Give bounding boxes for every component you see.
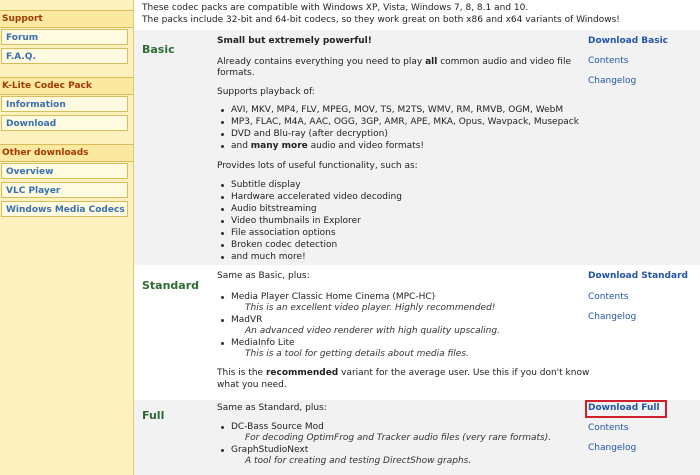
standard-item-note: This is a tool for getting details about media files. — [245, 349, 469, 359]
standard-item-note: An advanced video renderer with high quality upscaling. — [245, 326, 500, 336]
standard-item: MediaInfo Lite — [231, 338, 295, 348]
standard-item: Media Player Classic Home Cinema (MPC-HC) — [231, 292, 436, 302]
standard-recommendation-2: what you need. — [217, 380, 287, 390]
section-basic — [134, 30, 700, 265]
full-item-note: For decoding OptimFrog and Tracker audio files (very rare formats). — [245, 433, 552, 443]
sidebar-item-vlc-player[interactable]: VLC Player — [1, 182, 128, 198]
rec-bold: recommended — [265, 368, 339, 378]
sidebar-item-faq[interactable]: F.A.Q. — [1, 48, 128, 64]
basic-feature-item: Video thumbnails in Explorer — [231, 216, 361, 226]
standard-item-note: This is an excellent video player. Highly recommended! — [245, 303, 496, 313]
section-title-full: Full — [142, 409, 165, 422]
sidebar-item-overview[interactable]: Overview — [1, 163, 128, 179]
sidebar-header-other: Other downloads — [0, 144, 133, 162]
basic-desc-part: Already contains everything you need to play — [217, 57, 426, 67]
download-standard-link[interactable]: Download Standard — [588, 271, 688, 281]
full-item-note: A tool for creating and testing DirectShow graphs. — [245, 456, 472, 466]
full-item: GraphStudioNext — [231, 445, 309, 455]
more-part: and — [231, 141, 251, 151]
more-bold: many more — [250, 141, 308, 151]
sidebar — [0, 0, 134, 475]
basic-format-item-more — [231, 141, 424, 151]
section-full — [134, 400, 700, 475]
basic-feature-item: Broken codec detection — [231, 240, 338, 250]
basic-description-2: formats. — [217, 68, 255, 78]
basic-format-item: DVD and Blu-ray (after decryption) — [231, 129, 388, 139]
basic-desc-part: common audio and video file — [437, 57, 571, 67]
sidebar-item-windows-media-codecs[interactable]: Windows Media Codecs — [1, 201, 128, 217]
sidebar-item-forum[interactable]: Forum — [1, 29, 128, 45]
rec-part: This is the — [217, 368, 266, 378]
basic-feature-item: Subtitle display — [231, 180, 301, 190]
basic-format-item: AVI, MKV, MP4, FLV, MPEG, MOV, TS, M2TS, WMV, RM, RMVB, OGM, WebM — [231, 105, 564, 115]
sidebar-item-information[interactable]: Information — [1, 96, 128, 112]
section-title-basic: Basic — [142, 43, 175, 56]
full-contents-link[interactable]: Contents — [588, 423, 629, 433]
section-standard — [134, 265, 700, 400]
intro-line-2: The packs include 32-bit and 64-bit codecs, so they work great on both x86 and x64 variants of Windows! — [142, 15, 620, 25]
sidebar-header-support: Support — [0, 10, 133, 28]
basic-headline: Small but extremely powerful! — [217, 36, 372, 46]
basic-changelog-link[interactable]: Changelog — [588, 76, 637, 86]
download-basic-link[interactable]: Download Basic — [588, 36, 669, 46]
rec-part: variant for the average user. Use this if you don't know — [338, 368, 590, 378]
basic-feature-item: File association options — [231, 228, 336, 238]
basic-provides-label: Provides lots of useful functionality, such as: — [217, 161, 418, 171]
standard-changelog-link[interactable]: Changelog — [588, 312, 637, 322]
sidebar-item-download[interactable]: Download — [1, 115, 128, 131]
basic-feature-item: Audio bitstreaming — [231, 204, 317, 214]
main-content — [134, 0, 700, 475]
full-intro: Same as Standard, plus: — [217, 403, 327, 413]
intro-line-1: These codec packs are compatible with Windows XP, Vista, Windows 7, 8, 8.1 and 10. — [142, 3, 529, 13]
full-item: DC-Bass Source Mod — [231, 422, 324, 432]
section-title-standard: Standard — [142, 279, 200, 292]
standard-item: MadVR — [231, 315, 263, 325]
basic-feature-item: and much more! — [231, 252, 306, 262]
basic-desc-bold: all — [425, 57, 438, 67]
full-changelog-link[interactable]: Changelog — [588, 443, 637, 453]
basic-feature-item: Hardware accelerated video decoding — [231, 192, 402, 202]
standard-recommendation — [217, 368, 589, 378]
basic-description — [217, 57, 571, 67]
basic-format-item: MP3, FLAC, M4A, AAC, OGG, 3GP, AMR, APE, MKA, Opus, Wavpack, Musepack — [231, 117, 579, 127]
more-part: audio and video formats! — [307, 141, 424, 151]
download-full-link[interactable]: Download Full — [588, 403, 660, 413]
standard-intro: Same as Basic, plus: — [217, 271, 310, 281]
sidebar-header-klite: K-Lite Codec Pack — [0, 77, 133, 95]
basic-supports-label: Supports playback of: — [217, 87, 315, 97]
basic-contents-link[interactable]: Contents — [588, 56, 629, 66]
standard-contents-link[interactable]: Contents — [588, 292, 629, 302]
